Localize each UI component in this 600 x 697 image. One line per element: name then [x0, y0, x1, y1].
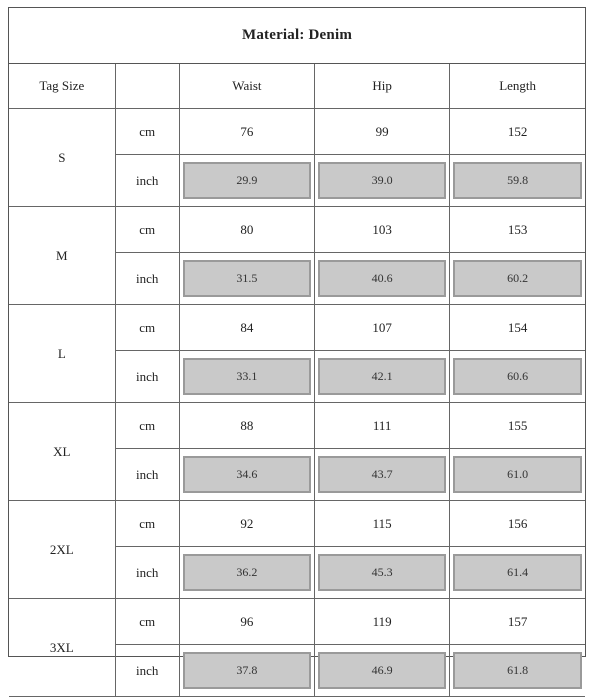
tag-size-cell: XL — [9, 403, 115, 501]
waist-inch-value: 33.1 — [183, 358, 311, 395]
table-row-cm — [9, 305, 585, 351]
unit-cell-inch: inch — [115, 449, 179, 501]
length-inch-cell — [450, 449, 585, 501]
table-row-cm — [9, 599, 585, 645]
header-waist: Waist — [179, 64, 314, 109]
length-inch-cell — [450, 351, 585, 403]
header-tag-size: Tag Size — [9, 64, 115, 109]
hip-inch-value: 43.7 — [318, 456, 446, 493]
waist-inch-cell — [179, 155, 314, 207]
unit-cell-cm: cm — [115, 403, 179, 449]
length-cm-cell: 154 — [450, 305, 585, 351]
table-row-cm — [9, 207, 585, 253]
unit-cell-cm: cm — [115, 599, 179, 645]
length-inch-value: 59.8 — [453, 162, 582, 199]
header-unit — [115, 64, 179, 109]
unit-cell-inch: inch — [115, 155, 179, 207]
hip-inch-cell — [315, 351, 450, 403]
length-inch-value: 61.4 — [453, 554, 582, 591]
hip-inch-cell — [315, 253, 450, 305]
waist-inch-cell — [179, 253, 314, 305]
waist-inch-cell — [179, 449, 314, 501]
table-row-cm — [9, 403, 585, 449]
hip-inch-value: 45.3 — [318, 554, 446, 591]
header-row — [9, 64, 585, 109]
unit-cell-inch: inch — [115, 547, 179, 599]
chart-title: Material: Denim — [9, 8, 585, 64]
hip-cm-cell: 119 — [315, 599, 450, 645]
hip-cm-cell: 115 — [315, 501, 450, 547]
size-table — [9, 64, 585, 697]
waist-cm-cell: 96 — [179, 599, 314, 645]
unit-cell-cm: cm — [115, 109, 179, 155]
tag-size-cell: M — [9, 207, 115, 305]
waist-cm-cell: 80 — [179, 207, 314, 253]
waist-inch-cell — [179, 351, 314, 403]
unit-cell-cm: cm — [115, 207, 179, 253]
length-inch-cell — [450, 155, 585, 207]
hip-inch-cell — [315, 449, 450, 501]
length-inch-cell — [450, 253, 585, 305]
length-cm-cell: 155 — [450, 403, 585, 449]
length-inch-value: 60.6 — [453, 358, 582, 395]
unit-cell-cm: cm — [115, 305, 179, 351]
waist-inch-value: 37.8 — [183, 652, 311, 689]
hip-inch-value: 39.0 — [318, 162, 446, 199]
waist-inch-cell — [179, 547, 314, 599]
length-inch-value: 61.0 — [453, 456, 582, 493]
hip-inch-value: 46.9 — [318, 652, 446, 689]
waist-inch-value: 36.2 — [183, 554, 311, 591]
length-cm-cell: 152 — [450, 109, 585, 155]
waist-inch-value: 29.9 — [183, 162, 311, 199]
hip-cm-cell: 107 — [315, 305, 450, 351]
hip-cm-cell: 103 — [315, 207, 450, 253]
unit-cell-inch: inch — [115, 645, 179, 697]
table-row-cm — [9, 109, 585, 155]
hip-inch-cell — [315, 645, 450, 697]
hip-cm-cell: 99 — [315, 109, 450, 155]
size-chart — [8, 7, 586, 678]
header-hip: Hip — [315, 64, 450, 109]
length-inch-value: 61.8 — [453, 652, 582, 689]
length-cm-cell: 157 — [450, 599, 585, 645]
tag-size-cell: L — [9, 305, 115, 403]
waist-cm-cell: 84 — [179, 305, 314, 351]
waist-cm-cell: 76 — [179, 109, 314, 155]
hip-inch-cell — [315, 155, 450, 207]
unit-cell-cm: cm — [115, 501, 179, 547]
length-inch-cell — [450, 645, 585, 697]
hip-inch-value: 42.1 — [318, 358, 446, 395]
hip-inch-cell — [315, 547, 450, 599]
waist-inch-value: 34.6 — [183, 456, 311, 493]
unit-cell-inch: inch — [115, 253, 179, 305]
unit-cell-inch: inch — [115, 351, 179, 403]
tag-size-cell: 2XL — [9, 501, 115, 599]
waist-cm-cell: 88 — [179, 403, 314, 449]
length-cm-cell: 153 — [450, 207, 585, 253]
waist-inch-value: 31.5 — [183, 260, 311, 297]
length-inch-cell — [450, 547, 585, 599]
hip-cm-cell: 111 — [315, 403, 450, 449]
table-body — [9, 109, 585, 697]
tag-size-cell: S — [9, 109, 115, 207]
length-inch-value: 60.2 — [453, 260, 582, 297]
table-row-cm — [9, 501, 585, 547]
waist-cm-cell: 92 — [179, 501, 314, 547]
hip-inch-value: 40.6 — [318, 260, 446, 297]
tag-size-cell: 3XL — [9, 599, 115, 697]
header-length: Length — [450, 64, 585, 109]
waist-inch-cell — [179, 645, 314, 697]
length-cm-cell: 156 — [450, 501, 585, 547]
